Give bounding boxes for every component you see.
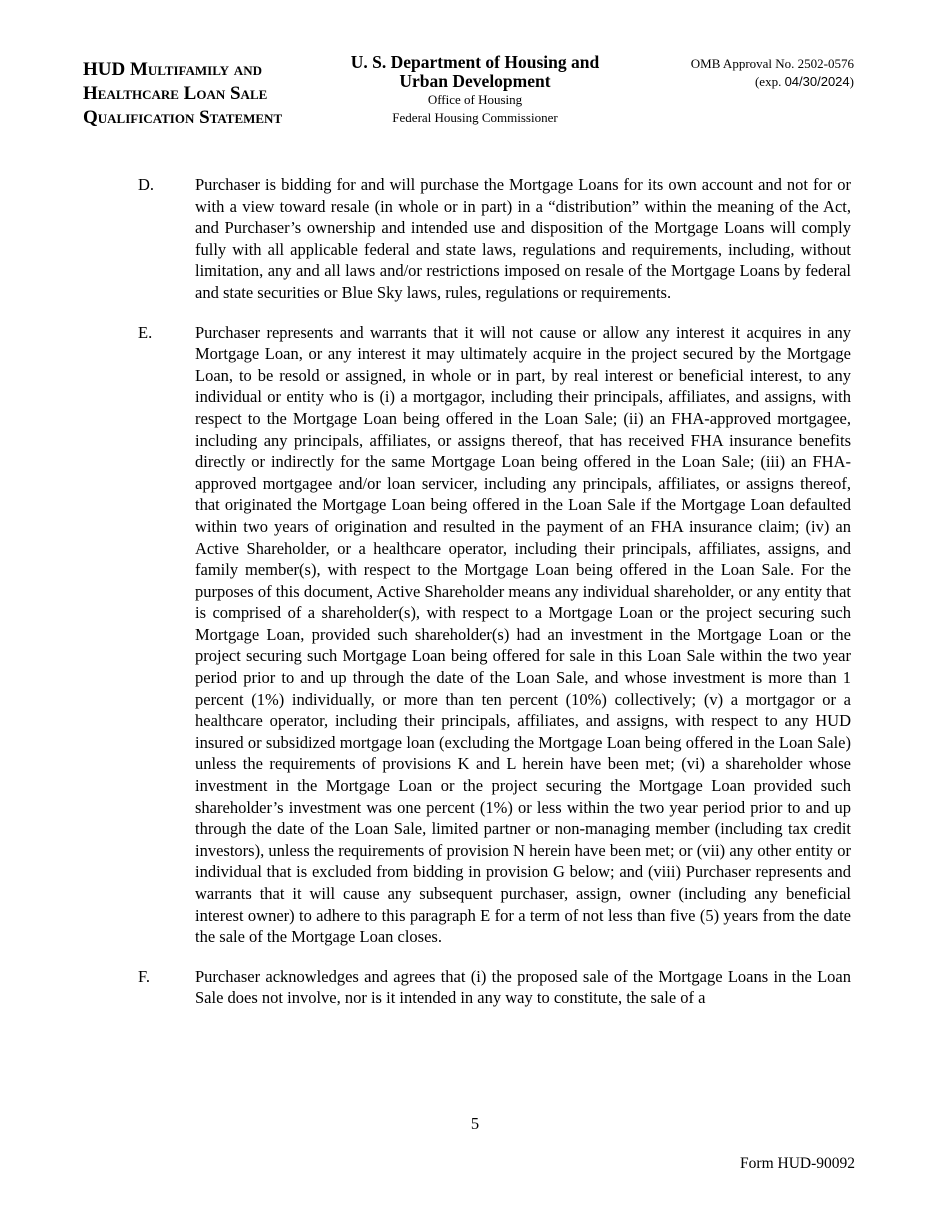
paragraph-text: Purchaser acknowledges and agrees that (i) the proposed sale of the Mortgage Loans in the Loan Sale does not involve, nor is it intended in any way to constitute, the sale of a — [195, 966, 851, 1008]
omb-approval-number: OMB Approval No. 2502-0576 — [690, 56, 854, 71]
form-title-line1: HUD Multifamily and — [83, 59, 262, 80]
expiration-date: 04/30/2024 — [784, 74, 850, 89]
paragraph-d — [138, 174, 851, 304]
expiration-line — [614, 73, 854, 91]
paragraph-label: E. — [138, 322, 153, 342]
exp-suffix: ) — [849, 74, 854, 89]
exp-prefix: (exp. — [754, 74, 785, 89]
form-title-line3: Qualification Statement — [83, 107, 283, 128]
page-number: 5 — [470, 1114, 480, 1133]
form-title — [83, 58, 323, 130]
form-number: Form HUD-90092 — [740, 1155, 855, 1172]
department-line2: Urban Development — [399, 71, 551, 91]
paragraph-f — [138, 966, 851, 1009]
paragraph-e — [138, 322, 851, 948]
office-name: Office of Housing — [427, 92, 523, 107]
paragraph-label: D. — [138, 175, 155, 194]
document-body — [138, 174, 851, 1027]
commissioner-name: Federal Housing Commissioner — [392, 110, 558, 125]
paragraph-label: F. — [138, 966, 150, 986]
paragraph-text: Purchaser is bidding for and will purchase the Mortgage Loans for its own account and not for or with a view toward resale (in whole or in part) in a “distribution” within the meaning of the Act, and Purchaser’s ownership and intended use and disposition of the Mortgage Loans will comply fully with all applicable federal and state laws, regulations and requirements, including, without limitation, any and all laws and/or restrictions imposed on resale of the Mortgage Loans by federal and state securities or Blue Sky laws, rules, regulations or requirements. — [195, 175, 851, 302]
department-line1: U. S. Department of Housing and — [350, 52, 600, 72]
agency-header — [325, 53, 625, 127]
paragraph-text: Purchaser represents and warrants that it will not cause or allow any interest it acquires in any Mortgage Loan, or any interest it may ultimately acquire in the project secured by the Mortgage Loan, to be resold or assigned, in whole or in part, by real interest or beneficial interest, to any individual or entity who is (i) a mortgagor, including their principals, affiliates, and assigns, with respect to the Mortgage Loan being offered in the Loan Sale; (ii) an FHA-approved mortgagee, including any principals, affiliates, or assigns thereof, that has received FHA insurance benefits directly or indirectly for the same Mortgage Loan being offered in the Loan Sale; (iii) an FHA-approved mortgagee and/or loan servicer, including any principals, affiliates, or assigns thereof, that originated the Mortgage Loan being offered in the Loan Sale if the Mortgage Loan defaulted within two years of origination and resulted in the payment of an FHA insurance claim; (iv) an Active Shareholder, or a healthcare operator, including their principals, affiliates, assigns, and family member(s), with respect to the Mortgage Loan being offered in the Loan Sale. For the purposes of this document, Active Shareholder means any individual shareholder, or any entity that is comprised of a shareholder(s), with respect to a Mortgage Loan or the project securing such Mortgage Loan, provided such shareholder(s) had an investment in the Mortgage Loan or the project securing such Mortgage Loan being offered for sale in this Loan Sale within the two year period prior to and up through the date of the Loan Sale, and whose investment is more than 1 percent (1%) individually, or more than ten percent (10%) collectively; (v) a mortgagor or a healthcare operator, including their principals, affiliates, and assigns, with respect to any HUD insured or subsidized mortgage loan (excluding the Mortgage Loan being offered in the Loan Sale) unless the requirements of provisions K and L herein have been met; (vi) a shareholder whose investment in the Mortgage Loan or the project securing the Mortgage Loan provided such shareholder’s investment was one percent (1%) or less within the two year period prior to and up through the date of the Loan Sale, limited partner or non-managing member (including tax credit investors), unless the requirements of provision N herein have been met; or (vii) any other entity or individual that is excluded from bidding in provision G below; and (viii) Purchaser represents and warrants that it will cause any subsequent purchaser, assign, owner (including any beneficial interest owner) to adhere to this paragraph E for a term of not less than five (5) years from the date the sale of the Mortgage Loan closes. — [195, 322, 851, 947]
omb-approval-block — [614, 55, 854, 91]
form-title-line2: Healthcare Loan Sale — [83, 83, 268, 104]
